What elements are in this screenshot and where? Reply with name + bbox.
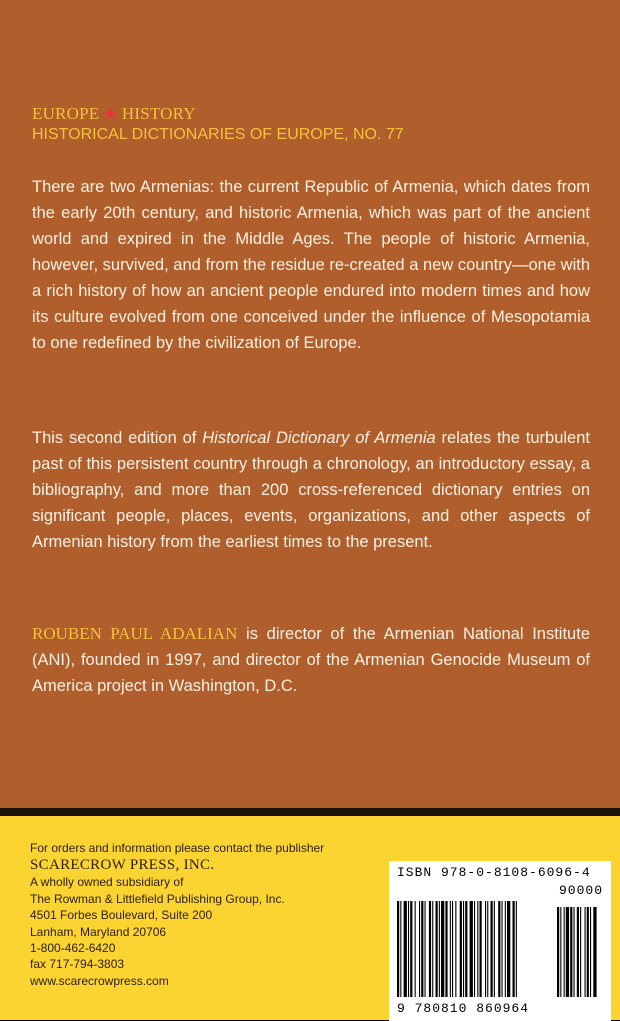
price-code: 90000: [558, 883, 603, 898]
description-paragraph-2: [32, 425, 590, 555]
contact-line: For orders and information please contact the publisher: [30, 841, 325, 855]
cover-bottom-section: [0, 816, 620, 1020]
section-divider: [0, 808, 620, 816]
subsidiary-line-1: A wholly owned subsidiary of: [30, 875, 184, 890]
fax-number: fax 717-794-3803: [30, 957, 125, 972]
ean-digits: 9 780810 860964: [397, 1001, 530, 1016]
paragraph2-intro: This second edition of: [32, 429, 203, 447]
subject-history: HISTORY: [121, 104, 196, 123]
barcode-icon: [397, 901, 603, 999]
address-line-2: Lanham, Maryland 20706: [30, 924, 167, 939]
phone-number: 1-800-462-6420: [30, 941, 116, 956]
series-info: [32, 104, 404, 144]
publisher-name: SCARECROW PRESS, INC.: [30, 857, 215, 874]
star-icon: ★: [103, 106, 118, 123]
book-title: Historical Dictionary of Armenia: [202, 429, 436, 447]
author-name: ROUBEN PAUL ADALIAN: [32, 624, 238, 643]
website: www.scarecrowpress.com: [30, 973, 169, 988]
paragraph2-body: relates the turbulent past of this persistent country through a chronology, an introductory essay, a bibliography, and more than 200 cross-referenced dictionary entries on significant people, places, events, organizations, and other aspects of Armenian history from the earliest times to the present.: [32, 429, 590, 551]
description-paragraph-1: There are two Armenias: the current Republic of Armenia, which dates from the early 20th century, and historic Armenia, which was part of the ancient world and expired in the Middle Ages. The people of historic Armenia, however, survived, and from the residue re-created a new country—one with a rich history of how an ancient people endured into modern times and how its culture evolved from one conceived under the influence of Mesopotamia to one redefined by the civilization of Europe.: [32, 178, 590, 352]
isbn-number: ISBN 978-0-8108-6096-4: [397, 865, 591, 880]
barcode-box: [389, 861, 611, 1021]
publisher-info: [30, 840, 324, 989]
subsidiary-line-2: The Rowman & Littlefield Publishing Group, Inc.: [30, 891, 285, 906]
series-name: HISTORICAL DICTIONARIES OF EUROPE, NO. 77: [32, 126, 404, 143]
subject-line: [32, 104, 404, 124]
author-description: is director of the Armenian National Institute (ANI), founded in 1997, and director of the Armenian Genocide Museum of America project in Washington, D.C.: [32, 625, 590, 695]
address-line-1: 4501 Forbes Boulevard, Suite 200: [30, 908, 213, 923]
author-bio: [32, 621, 590, 699]
subject-europe: EUROPE: [32, 104, 100, 123]
